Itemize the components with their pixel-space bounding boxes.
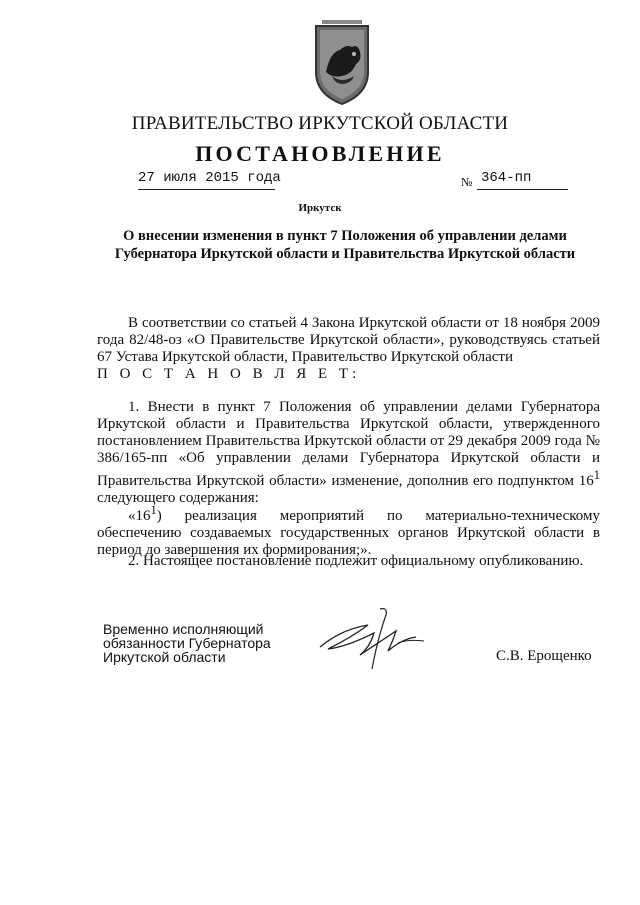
resolve-word: П О С Т А Н О В Л Я Е Т: xyxy=(97,366,361,382)
government-name: ПРАВИТЕЛЬСТВО ИРКУТСКОЙ ОБЛАСТИ xyxy=(131,113,509,134)
document-subject xyxy=(95,227,595,263)
document-number: 364-пп xyxy=(481,170,532,186)
item-1-paragraph xyxy=(97,399,600,507)
handwritten-signature-icon xyxy=(312,603,432,673)
signer-name: С.В. Ерощенко xyxy=(496,648,592,664)
signer-title-line-3: Иркутской области xyxy=(103,649,226,665)
subitem-text: ) реализация мероприятий по материально-техническому обеспечению создаваемых государственных органов Иркутской области в период до завершения их формирования;». xyxy=(97,508,600,558)
subitem-superscript: 1 xyxy=(150,503,157,517)
document-date: 27 июля 2015 года xyxy=(138,170,281,186)
date-underline xyxy=(138,189,275,190)
subject-line-2: Губернатора Иркутской области и Правительства Иркутской области xyxy=(114,246,576,262)
preamble-paragraph: В соответствии со статьей 4 Закона Иркутской области от 18 ноября 2009 года 82/48-оз «О Правительстве Иркутской области», руководствуясь статьей 67 Устава Иркутской области, Правительство Иркутской области xyxy=(97,315,600,365)
signer-title-line-2: обязанности Губернатора xyxy=(103,635,271,651)
document-type: ПОСТАНОВЛЕНИЕ xyxy=(195,141,445,166)
item-1-tail: следующего содержания: xyxy=(97,490,259,506)
subitem-16-1-paragraph xyxy=(97,502,600,559)
coat-of-arms-icon xyxy=(302,14,382,106)
signer-title-line-1: Временно исполняющий xyxy=(103,621,264,637)
subitem-open: «16 xyxy=(128,508,151,524)
subject-line-1: О внесении изменения в пункт 7 Положения об управлении делами xyxy=(123,228,567,244)
city: Иркутск xyxy=(298,202,342,214)
item-1-superscript: 1 xyxy=(593,468,600,482)
number-underline xyxy=(477,189,568,190)
item-1-text: 1. Внести в пункт 7 Положения об управлении делами Губернатора Иркутской области и Правительства Иркутской области, утвержденного постановлением Правительства Иркутской области от 29 декабря 2009 года № 386/165-пп «Об управлении делами Губернатора Иркутской области и Правительства Иркутской области» изменение, дополнив его подпунктом 16 xyxy=(97,399,600,489)
signer-title xyxy=(103,622,303,664)
number-sign: № xyxy=(461,175,473,189)
item-2-paragraph: 2. Настоящее постановление подлежит официальному опубликованию. xyxy=(128,553,584,569)
